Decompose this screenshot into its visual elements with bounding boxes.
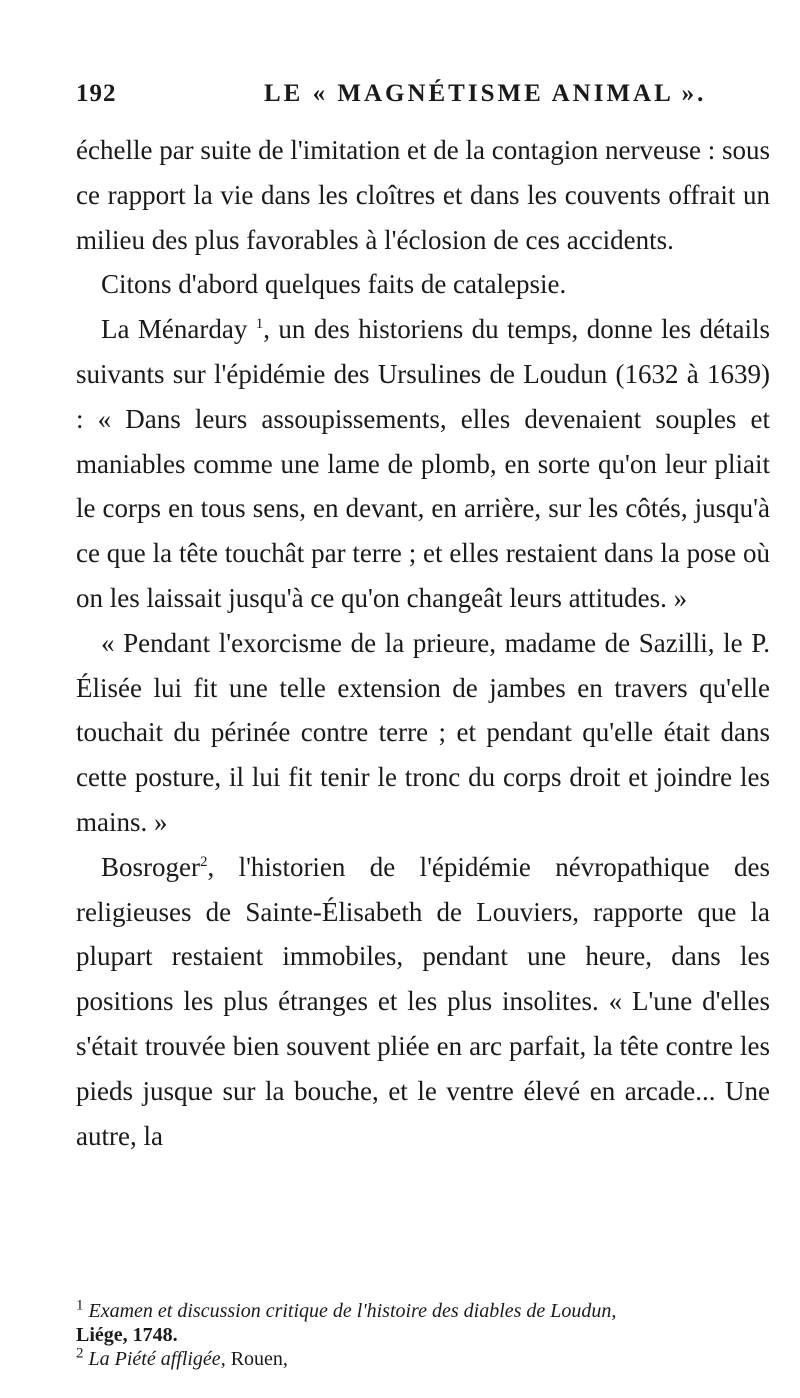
footnote-ref: 1 (255, 316, 264, 333)
footnotes (76, 1299, 770, 1371)
text-run: , un des historiens du temps, donne les détails suivants sur l'épidémie des Ursulines de Loudun (1632 à 1639) : « Dans leurs assoupissements, elles devenaient souples et maniables comme une lame de plomb, en sorte qu'on leur pliait le corps en tous sens, en devant, en arrière, sur les côtés, jusqu'à ce que la tête touchât par terre ; et elles restaient dans la pose où on les laissait jusqu'à ce qu'on changeât leurs attitudes. » (76, 314, 771, 613)
text-run: échelle par suite de l'imitation et de la contagion nerveuse : sous ce rapport la vie dans les cloîtres et dans les couvents offrait un milieu des plus favorables à l'éclosion de ces accidents. (76, 135, 770, 255)
paragraph (76, 128, 770, 262)
text-run: Bosroger (101, 851, 200, 882)
text-run: « Pendant l'exorcisme de la prieure, madame de Sazilli, le P. Élisée lui fit une telle extension de jambes en travers qu'elle touchait du périnée contre terre ; et pendant qu'elle était dans cette posture, il lui fit tenir le tronc du corps droit et joindre les mains. » (76, 627, 770, 837)
footnote (76, 1347, 770, 1371)
text-run: Citons d'abord quelques faits de catalepsie. (101, 269, 567, 300)
footnote-text: Rouen, (225, 1348, 288, 1370)
footnote-marker: 1 (76, 1297, 84, 1314)
footnote-marker: 2 (76, 1345, 84, 1362)
paragraph (76, 262, 770, 307)
footnote (76, 1323, 770, 1347)
body-text (76, 128, 770, 1158)
paragraph (76, 845, 770, 1159)
footnote-text: Liége, 1748. (76, 1324, 178, 1346)
text-run: , l'historien de l'épidémie névropathique des religieuses de Sainte-Élisabeth de Louviers, rapporte que la plupart restaient immobiles, pendant une heure, dans les positions les plus étranges et les plus insolites. « L'une d'elles s'était trouvée bien souvent pliée en arc parfait, la tête contre les pieds jusque sur la bouche, et le ventre élevé en arcade... Une autre, la (76, 851, 770, 1151)
page-number: 192 (76, 80, 117, 107)
paragraph (76, 307, 770, 621)
paragraph (76, 621, 770, 845)
footnote-title: Examen et discussion critique de l'histoire des diables de Loudun, (88, 1300, 617, 1322)
running-title: LE « MAGNÉTISME ANIMAL ». (264, 80, 707, 107)
footnote-ref: 2 (199, 853, 208, 870)
footnote (76, 1299, 770, 1323)
footnote-title: La Piété affligée, (88, 1348, 226, 1370)
text-run: La Ménarday (101, 314, 256, 345)
